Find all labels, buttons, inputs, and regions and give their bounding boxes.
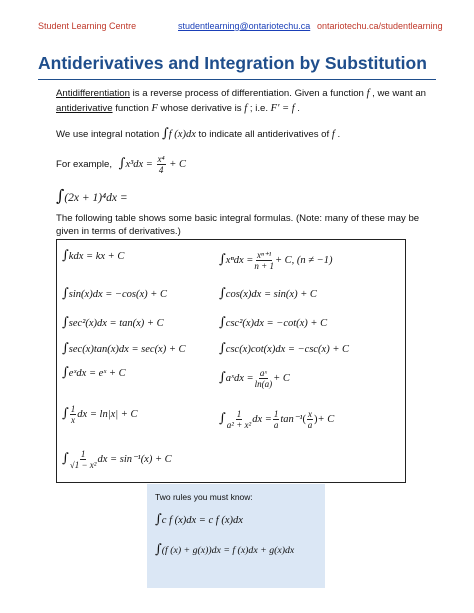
integral-sign-icon: ∫ bbox=[118, 155, 126, 171]
title-underline bbox=[38, 79, 436, 80]
formula-a-exp: ∫aˣdx = $\frac{\text{aˣ}}{\ln(a)}$ + C bbox=[219, 368, 290, 389]
example-fraction: $\frac{\text{x⁴}}{4}$ bbox=[157, 154, 165, 175]
header-url: ontariotechu.ca/studentlearning bbox=[317, 21, 443, 31]
intro-text-6: . bbox=[294, 103, 300, 114]
example-line bbox=[56, 154, 186, 175]
intro-eq: F′ = f bbox=[270, 103, 295, 114]
formula-csc2: ∫csc²(x)dx = −cot(x) + C bbox=[219, 315, 328, 330]
formula-sin: ∫sin(x)dx = −cos(x) + C bbox=[62, 286, 168, 301]
notation-expr: f (x)dx bbox=[168, 129, 196, 140]
intro-text-3: function bbox=[112, 103, 152, 114]
rules-callout-box bbox=[147, 484, 325, 588]
example-problem: ∫(2x + 1)⁴dx = bbox=[56, 186, 128, 205]
formula-reciprocal: ∫ $\frac{1}{x}$ dx = ln|x| + C bbox=[62, 404, 138, 425]
formula-cos: ∫cos(x)dx = sin(x) + C bbox=[219, 286, 317, 301]
intro-text-4: whose derivative is bbox=[157, 103, 245, 114]
example-rhs: + C bbox=[169, 158, 186, 170]
rule-constant-multiple: ∫c f (x)dx = c f (x)dx bbox=[155, 512, 243, 527]
header-centre: Student Learning Centre bbox=[38, 21, 137, 31]
rule-sum: ∫(f (x) + g(x))dx = f (x)dx + g(x)dx bbox=[155, 542, 295, 557]
formula-sec2: ∫sec²(x)dx = tan(x) + C bbox=[62, 315, 164, 330]
term-antidifferentiation: Antidifferentiation bbox=[56, 88, 130, 99]
intro-f-1: f bbox=[366, 88, 370, 99]
page-title: Antiderivatives and Integration by Substitution bbox=[38, 53, 427, 73]
header-email-link[interactable]: studentlearning@ontariotechu.ca bbox=[178, 21, 311, 31]
notation-f: f bbox=[331, 129, 335, 140]
notation-line bbox=[56, 126, 340, 141]
intro-text-2: , we want an bbox=[369, 88, 427, 99]
rules-heading: Two rules you must know: bbox=[155, 492, 253, 502]
formula-arcsin: ∫ $\frac{1}{\text{√1 − x²}}$ dx = sin⁻¹(x) + C bbox=[62, 449, 172, 470]
intro-line-2 bbox=[56, 103, 300, 114]
formula-sec-tan: ∫sec(x)tan(x)dx = sec(x) + C bbox=[62, 341, 186, 356]
intro-f-2: f bbox=[244, 103, 248, 114]
notation-after: to indicate all antiderivatives of bbox=[198, 129, 330, 140]
intro-line-1 bbox=[56, 88, 426, 99]
intro-text-1: is a reverse process of differentiation. Given a function bbox=[129, 88, 367, 99]
integral-sign-icon: ∫ bbox=[56, 186, 65, 205]
formula-constant: ∫kdx = kx + C bbox=[62, 248, 125, 263]
notation-before: We use integral notation bbox=[56, 129, 160, 140]
intro-text-5: ; i.e. bbox=[247, 103, 271, 114]
formula-csc-cot: ∫csc(x)cot(x)dx = −csc(x) + C bbox=[219, 341, 350, 356]
intro-F: F bbox=[151, 103, 158, 114]
formula-exp: ∫eˣdx = eˣ + C bbox=[62, 365, 126, 380]
table-intro: The following table shows some basic integral formulas. (Note: many of these may be given in terms of derivatives.) bbox=[56, 213, 420, 237]
integral-formula-table bbox=[56, 239, 406, 483]
term-antiderivative: antiderivative bbox=[56, 103, 113, 114]
formula-arctan: ∫ $\frac{1}{\text{a² + x²}}$ dx = $\frac{1}{a}$ tan⁻¹( $\frac{x}{a}$ )+ C bbox=[219, 409, 335, 430]
formula-power: ∫xⁿdx = $\frac{\text{xⁿ⁺¹}}{n + 1}$ + C, (n ≠ −1) bbox=[219, 250, 333, 271]
notation-end: . bbox=[337, 129, 341, 140]
example-label: For example, bbox=[56, 158, 112, 170]
integral-sign-icon: ∫ bbox=[161, 126, 169, 141]
example-lhs: x³dx = bbox=[125, 158, 153, 170]
